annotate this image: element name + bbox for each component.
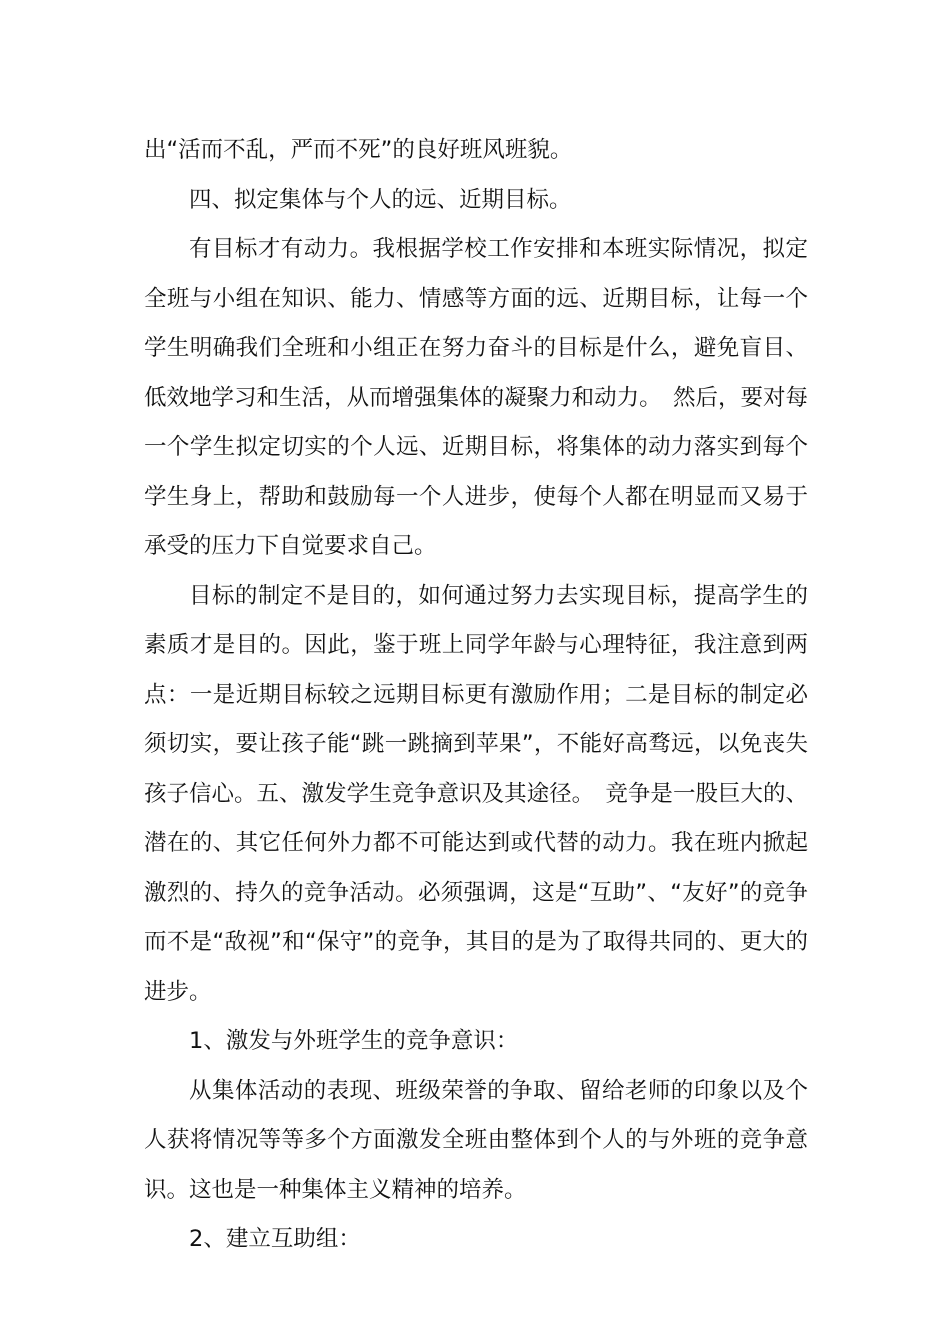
document-body	[144, 126, 808, 1265]
paragraph-5-heading: 1、激发与外班学生的竞争意识：	[189, 1028, 519, 1054]
paragraph-4: 目标的制定不是目的，如何通过努力去实现目标，提高学生的素质才是目的。因此，鉴于班上同学年龄与心理特征，我注意到两点：一是近期目标较之远期目标更有激励作用；二是目标的制定必须切实，要让孩子能“跳一跳摘到苹果”，不能好高骛远，以免丧失孩子信心。五、激发学生竞争意识及其途径。 竞争是一股巨大的、潜在的、其它任何外力都不可能达到或代替的动力。我在班内掀起激烈的、持久的竞争活动。必须强调，这是“互助”、“友好”的竞争而不是“敌视”和“保守”的竞争，其目的是为了取得共同的、更大的进步。	[144, 582, 808, 1005]
paragraph-6: 从集体活动的表现、班级荣誉的争取、留给老师的印象以及个人获将情况等等多个方面激发全班由整体到个人的与外班的竞争意识。这也是一种集体主义精神的培养。	[144, 1077, 808, 1203]
paragraph-7-heading: 2、建立互助组：	[189, 1226, 361, 1252]
paragraph-1: 出“活而不乱，严而不死”的良好班风班貌。	[144, 137, 573, 163]
paragraph-2-heading: 四、拟定集体与个人的远、近期目标。	[189, 186, 572, 213]
paragraph-3: 有目标才有动力。我根据学校工作安排和本班实际情况，拟定全班与小组在知识、能力、情感等方面的远、近期目标，让每一个学生明确我们全班和小组正在努力奋斗的目标是什么，避免盲目、低效地学习和生活，从而增强集体的凝聚力和动力。 然后，要对每一个学生拟定切实的个人远、近期目标，将集体的动力落实到每个学生身上，帮助和鼓励每一个人进步，使每个人都在明显而又易于承受的压力下自觉要求自己。	[144, 236, 808, 559]
